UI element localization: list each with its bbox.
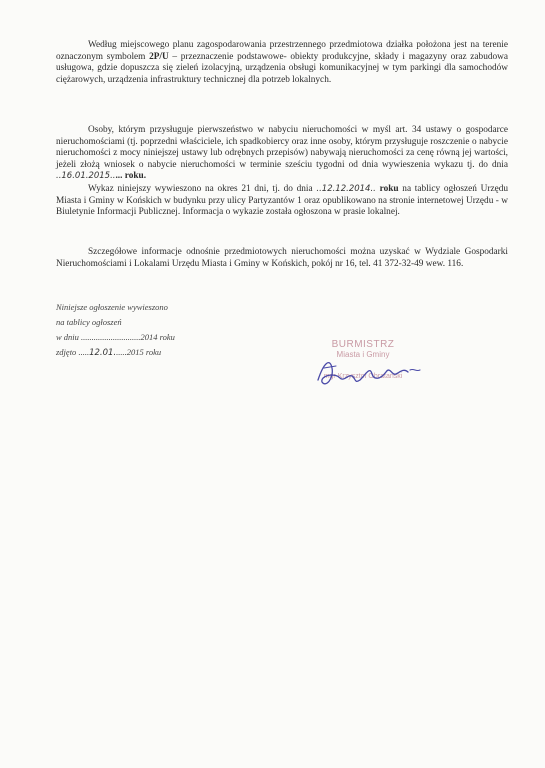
stamp-title: BURMISTRZ (331, 339, 395, 350)
notes-line-board: na tablicy ogłoszeń (56, 317, 122, 327)
handwritten-signature (310, 350, 440, 395)
zoning-text-1: Według miejscowego planu zagospodarowania przestrzennego przedmiotowa działka położona jest na terenie oznaczonym symbolem (56, 40, 508, 62)
paragraph-contact (56, 247, 508, 270)
priority-year-suffix: ... roku. (115, 171, 147, 182)
stamp-office: Miasta i Gminy (336, 350, 390, 359)
contact-text: Szczegółowe informacje odnośnie przedmiotowych nieruchomości można uzyskać w Wydziale Gospodarki Nieruchomościami i Lokalami Urzędu Miasta i Gminy w Końskich, pokój nr 16, tel. 41 372-32-49 wew. 116. (56, 247, 508, 269)
notes-line-posted: Niniejsze ogłoszenie wywieszono (56, 302, 168, 312)
notes-line-date-removed: zdjęto .....12.01......2015 roku (56, 347, 162, 358)
posting-text-1: Wykaz niniejszy wywieszono na okres 21 dni, tj. do dnia (88, 184, 317, 194)
paragraph-priority (56, 125, 508, 183)
notes-date-removed-hand: 12.01. (89, 348, 117, 358)
posting-notes (56, 300, 256, 361)
posting-text-2: na tablicy ogłoszeń Urzędu Miasta i Gminy w Końskich w budynku przy ulicy Partyzantów 1 oraz opublikowano na stronie internetowej Urzędu - w Biuletynie Informacji Publicznej. Informacja o wykazie została ogłoszona w prasie lokalnej. (56, 184, 508, 218)
paragraph-posting (56, 184, 508, 219)
posting-end-date: ..12.12.2014.. (316, 184, 376, 194)
zoning-symbol: 2P/U (149, 51, 169, 62)
priority-deadline-date: ..16.01.2015.. (56, 171, 116, 182)
notes-date-posted-label: w dniu (56, 332, 79, 342)
stamp-name: mgr Krzysztof Obratański (323, 373, 403, 380)
priority-text: Osoby, którym przysługuje pierwszeństwo w nabyciu nieruchomości w myśl art. 34 ustawy o gospodarce nieruchomościami (tj. poprzedni właściciele, ich spadkobiercy oraz inne osoby, którym przysługuje roszczenie o nabycie nieruchomości z mocy niniejszej ustawy lub odrębnych przepisów) nabywają nieruchomości za cenę równą jej wartości, jeżeli złożą wniosek o nabycie nieruchomości w terminie sześciu tygodni od dnia wywieszenia wykazu tj. do dnia (56, 125, 508, 170)
zoning-text-2: – przeznaczenie podstawowe- obiekty produkcyjne, składy i magazyny oraz zabudowa usługowa, gdzie dopuszcza się zieleń izolacyjną, urządzenia obsługi komunikacyjnej w tym parkingi dla samochodów ciężarowych, urządzenia infrastruktury technicznej dla potrzeb lokalnych. (56, 51, 508, 85)
paragraph-zoning (56, 40, 508, 86)
notes-date-removed-year: 2015 roku (126, 347, 162, 357)
posting-year-label: roku (375, 184, 399, 194)
notes-line-date-posted (56, 330, 256, 345)
notes-date-removed-label: zdjęto (56, 347, 77, 357)
notes-date-posted-value: ............................2014 roku (81, 332, 175, 342)
